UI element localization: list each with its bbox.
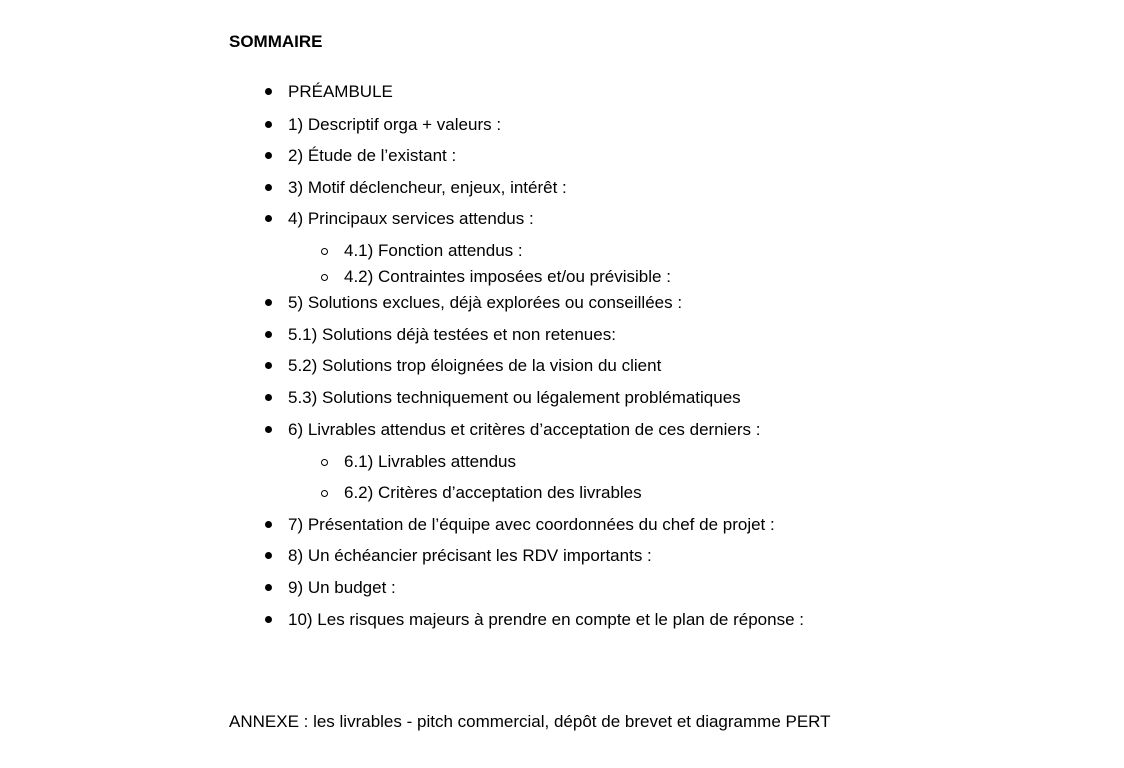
annex-note: ANNEXE : les livrables - pitch commercial, dépôt de brevet et diagramme PERT	[229, 712, 831, 731]
toc-item-label: PRÉAMBULE	[288, 82, 393, 101]
toc-subitem-label: 4.2) Contraintes imposées et/ou prévisible :	[344, 267, 671, 286]
toc-item-label: 4) Principaux services attendus :	[288, 209, 534, 228]
toc-item-label: 7) Présentation de l’équipe avec coordonnées du chef de projet :	[288, 515, 775, 534]
toc-item-label: 6) Livrables attendus et critères d’acceptation de ces derniers :	[288, 420, 761, 439]
toc-subitem-label: 6.1) Livrables attendus	[344, 452, 516, 471]
toc-item-label: 3) Motif déclencheur, enjeux, intérêt :	[288, 178, 567, 197]
toc-item-label: 10) Les risques majeurs à prendre en compte et le plan de réponse :	[288, 610, 804, 629]
document-title: SOMMAIRE	[229, 32, 323, 51]
toc-item-label: 5) Solutions exclues, déjà explorées ou conseillées :	[288, 293, 683, 312]
toc-item-label: 5.3) Solutions techniquement ou légalement problématiques	[288, 388, 741, 407]
toc-item-label: 5.1) Solutions déjà testées et non retenues:	[288, 325, 616, 344]
toc-item-label: 2) Étude de l’existant :	[288, 146, 457, 165]
toc-item-label: 8) Un échéancier précisant les RDV importants :	[288, 546, 652, 565]
toc-subitem-label: 6.2) Critères d’acceptation des livrables	[344, 483, 642, 502]
toc-item-label: 5.2) Solutions trop éloignées de la vision du client	[288, 356, 662, 375]
toc-item-label: 1) Descriptif orga + valeurs :	[288, 115, 502, 134]
toc-subitem-label: 4.1) Fonction attendus :	[344, 241, 523, 260]
toc-item-label: 9) Un budget :	[288, 578, 396, 597]
